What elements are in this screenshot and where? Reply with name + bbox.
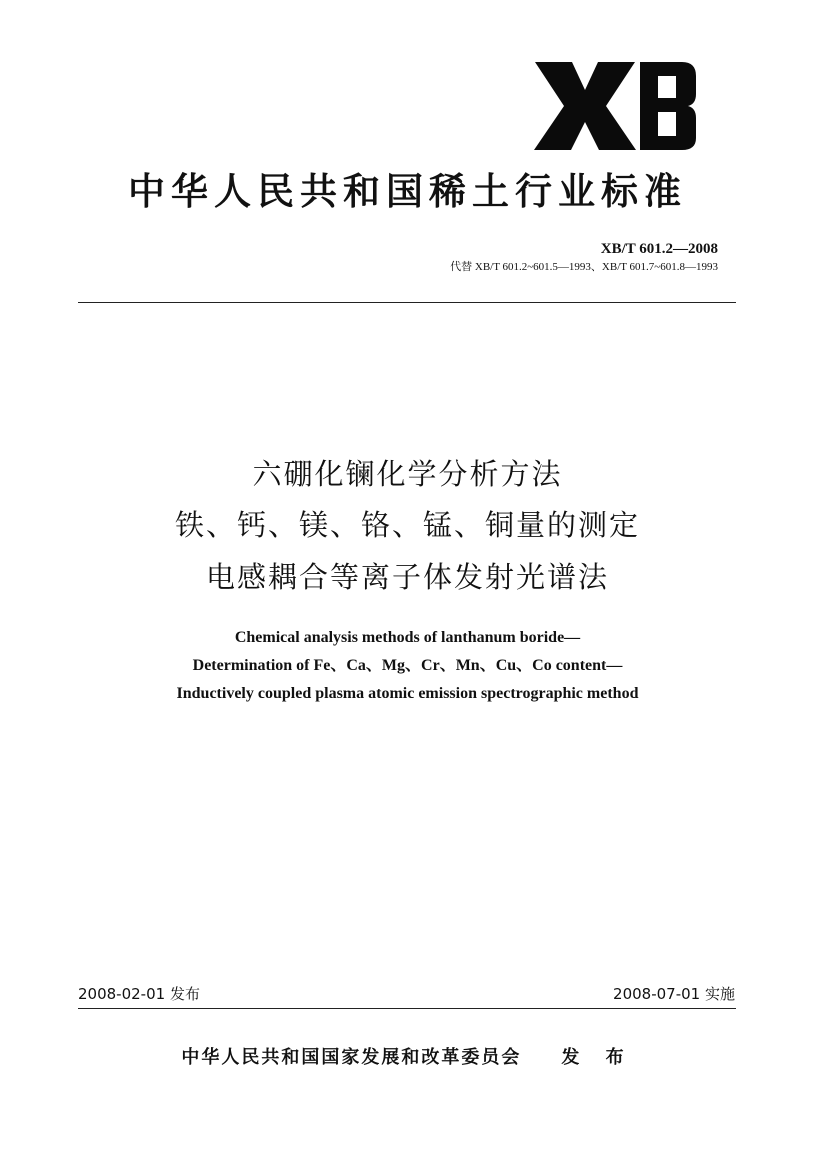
standard-number: XB/T 601.2—2008 xyxy=(600,241,718,257)
implementation-date: 2008-07-01 实施 xyxy=(613,985,735,1003)
industry-title: 中华人民共和国稀土行业标准 xyxy=(128,170,687,213)
issuer-line xyxy=(0,1046,815,1070)
top-divider xyxy=(78,302,736,303)
xb-logo xyxy=(530,52,700,152)
title-zh-line-1: 六硼化镧化学分析方法 xyxy=(252,457,563,491)
title-en-line-3: Inductively coupled plasma atomic emission spectrographic method xyxy=(176,685,639,702)
logo-letter-x xyxy=(534,62,636,150)
issuer-name: 中华人民共和国国家发展和改革委员会 xyxy=(181,1047,522,1068)
title-zh-line-3: 电感耦合等离子体发射光谱法 xyxy=(205,560,609,594)
logo-letter-b xyxy=(640,62,696,150)
bottom-divider xyxy=(78,1008,736,1009)
issue-date: 2008-02-01 发布 xyxy=(78,985,200,1003)
title-en-line-1: Chemical analysis methods of lanthanum boride— xyxy=(234,629,581,646)
replaces-note: 代替 XB/T 601.2~601.5—1993、XB/T 601.7~601.8—1993 xyxy=(450,261,718,273)
issuer-action: 发 布 xyxy=(561,1047,634,1068)
title-en-line-2: Determination of Fe、Ca、Mg、Cr、Mn、Cu、Co content— xyxy=(192,657,623,674)
title-zh-line-2: 铁、钙、镁、铬、锰、铜量的测定 xyxy=(174,508,640,542)
